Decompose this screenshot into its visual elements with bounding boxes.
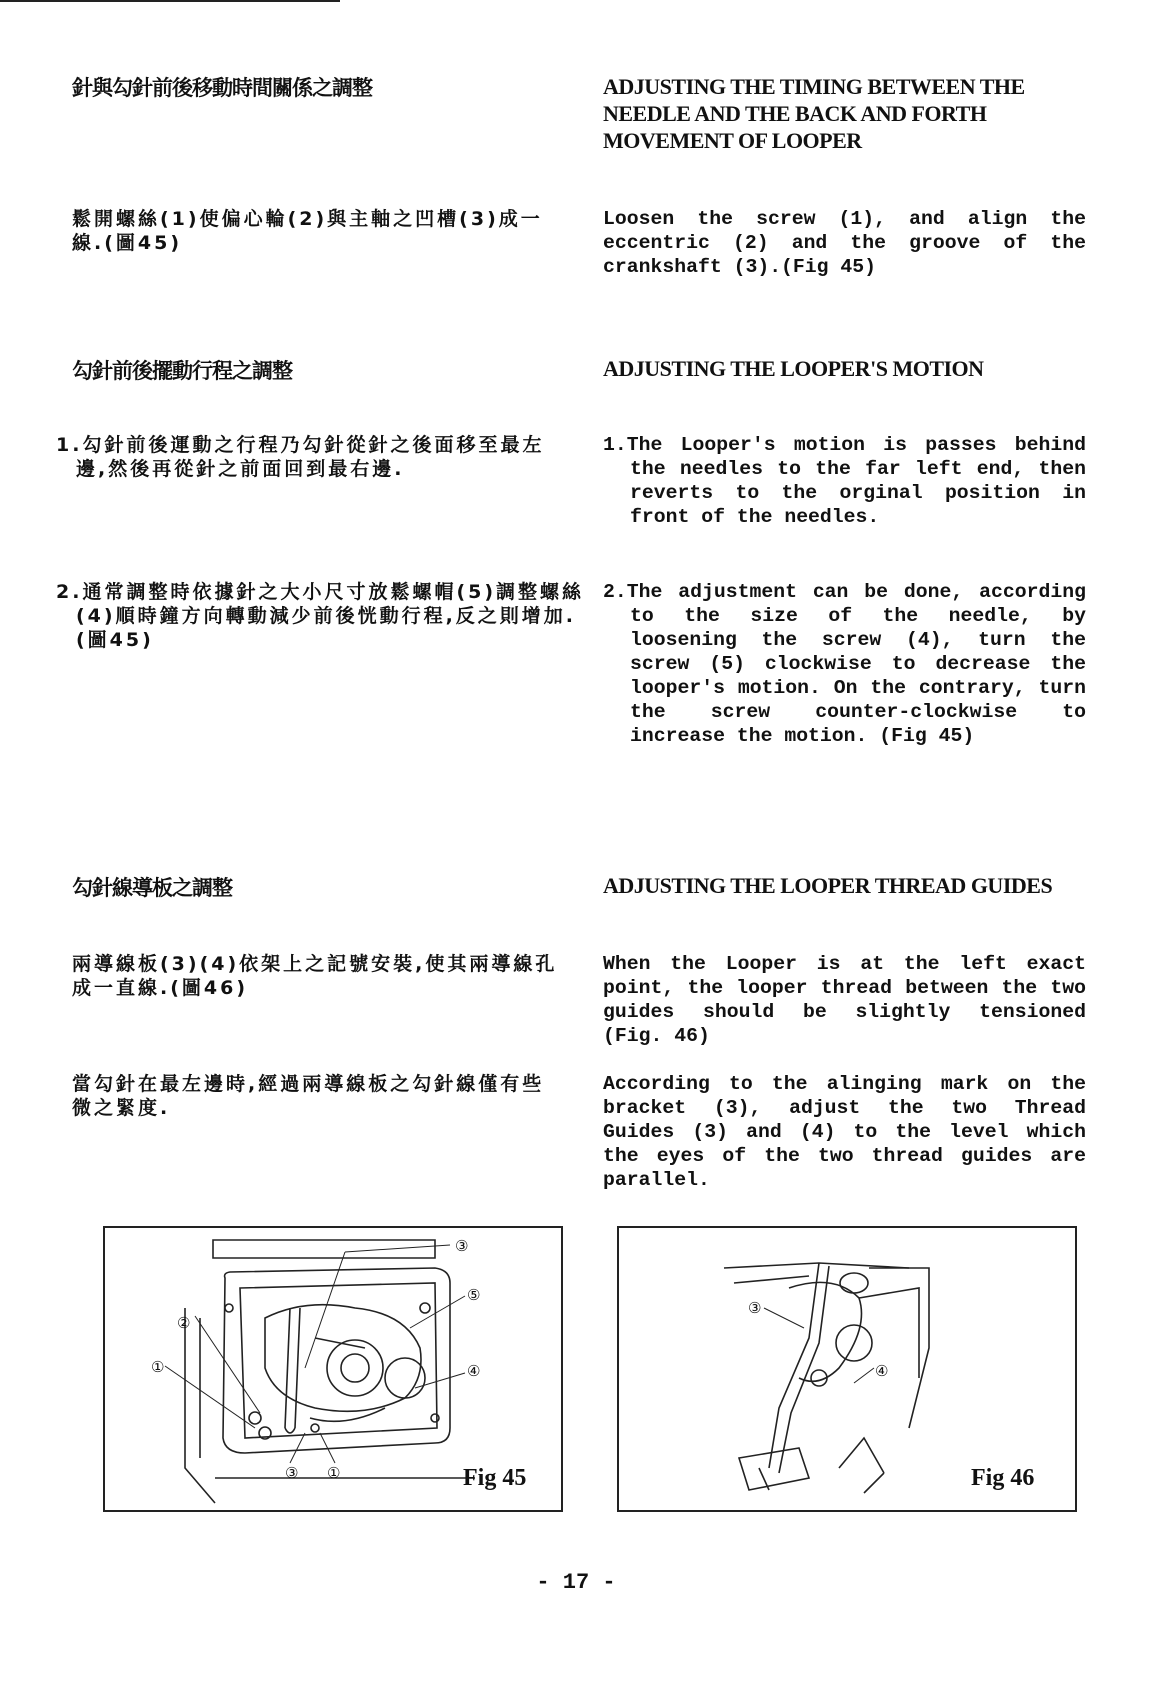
motion-zh-item-2: 2.通常調整時依據針之大小尺寸放鬆螺帽(5)調整螺絲(4)順時鐘方向轉動減少前後恍動行程,反之則增加.(圖45) bbox=[56, 581, 585, 651]
fig45-callout-2: ② bbox=[177, 1314, 191, 1332]
figure-46 bbox=[617, 1226, 1077, 1512]
page-number: - 17 - bbox=[536, 1570, 616, 1595]
motion-en-item-1: 1.The Looper's motion is passes behind the needles to the far left end, then reverts to the orginal position in front of the needles. bbox=[603, 434, 1086, 528]
timing-zh-heading: 針與勾針前後移動時間關係之調整 bbox=[72, 76, 372, 100]
motion-en-heading: ADJUSTING THE LOOPER'S MOTION bbox=[603, 356, 984, 381]
fig45-callout-1-left: ① bbox=[151, 1358, 165, 1376]
fig45-callout-5: ⑤ bbox=[467, 1286, 481, 1304]
fig46-label: Fig 46 bbox=[971, 1465, 1035, 1491]
fig45-label: Fig 45 bbox=[463, 1465, 527, 1491]
fig45-callout-3-bottom: ③ bbox=[285, 1464, 299, 1482]
guides-en-p1: When the Looper is at the left exact point, the looper thread between the two guides should be slightly tensioned (Fig. 46) bbox=[603, 953, 1086, 1047]
fig46-callout-3: ③ bbox=[748, 1299, 762, 1317]
fig45-callout-1-bottom: ① bbox=[327, 1464, 341, 1482]
guides-zh-p1: 兩導線板(3)(4)依架上之記號安裝,使其兩導線孔成一直線.(圖46) bbox=[72, 953, 558, 999]
fig45-callout-4: ④ bbox=[467, 1362, 481, 1380]
timing-zh-text: 鬆開螺絲(1)使偏心輪(2)與主軸之凹槽(3)成一線.(圖45) bbox=[72, 208, 543, 254]
figure-45 bbox=[103, 1226, 563, 1512]
guides-en-heading: ADJUSTING THE LOOPER THREAD GUIDES bbox=[603, 873, 1053, 898]
motion-en-item-2: 2.The adjustment can be done, according to the size of the needle, by loosening the screw (4), turn the screw (5) clockwise to decrease the looper's motion. On the contrary, turn the screw counter-clockwise to increase the motion. (Fig 45) bbox=[603, 581, 1086, 747]
motion-zh-heading: 勾針前後擺動行程之調整 bbox=[72, 359, 292, 383]
timing-en-heading: ADJUSTING THE TIMING BETWEEN THE NEEDLE AND THE BACK AND FORTH MOVEMENT OF LOOPER bbox=[603, 74, 1025, 153]
fig45-callout-3-top: ③ bbox=[455, 1237, 469, 1255]
guides-en-p2: According to the alinging mark on the bracket (3), adjust the two Thread Guides (3) and (4) to the level which the eyes of the two thread guides are parallel. bbox=[603, 1073, 1086, 1191]
motion-zh-item-1: 1.勾針前後運動之行程乃勾針從針之後面移至最左邊,然後再從針之前面回到最右邊. bbox=[56, 434, 545, 480]
guides-zh-p2: 當勾針在最左邊時,經過兩導線板之勾針線僅有些微之緊度. bbox=[72, 1073, 545, 1119]
header-rule bbox=[0, 0, 340, 2]
guides-zh-heading: 勾針線導板之調整 bbox=[72, 876, 232, 900]
fig46-callout-4: ④ bbox=[875, 1362, 889, 1380]
timing-en-text: Loosen the screw (1), and align the eccentric (2) and the groove of the crankshaft (3).(Fig 45) bbox=[603, 208, 1086, 278]
